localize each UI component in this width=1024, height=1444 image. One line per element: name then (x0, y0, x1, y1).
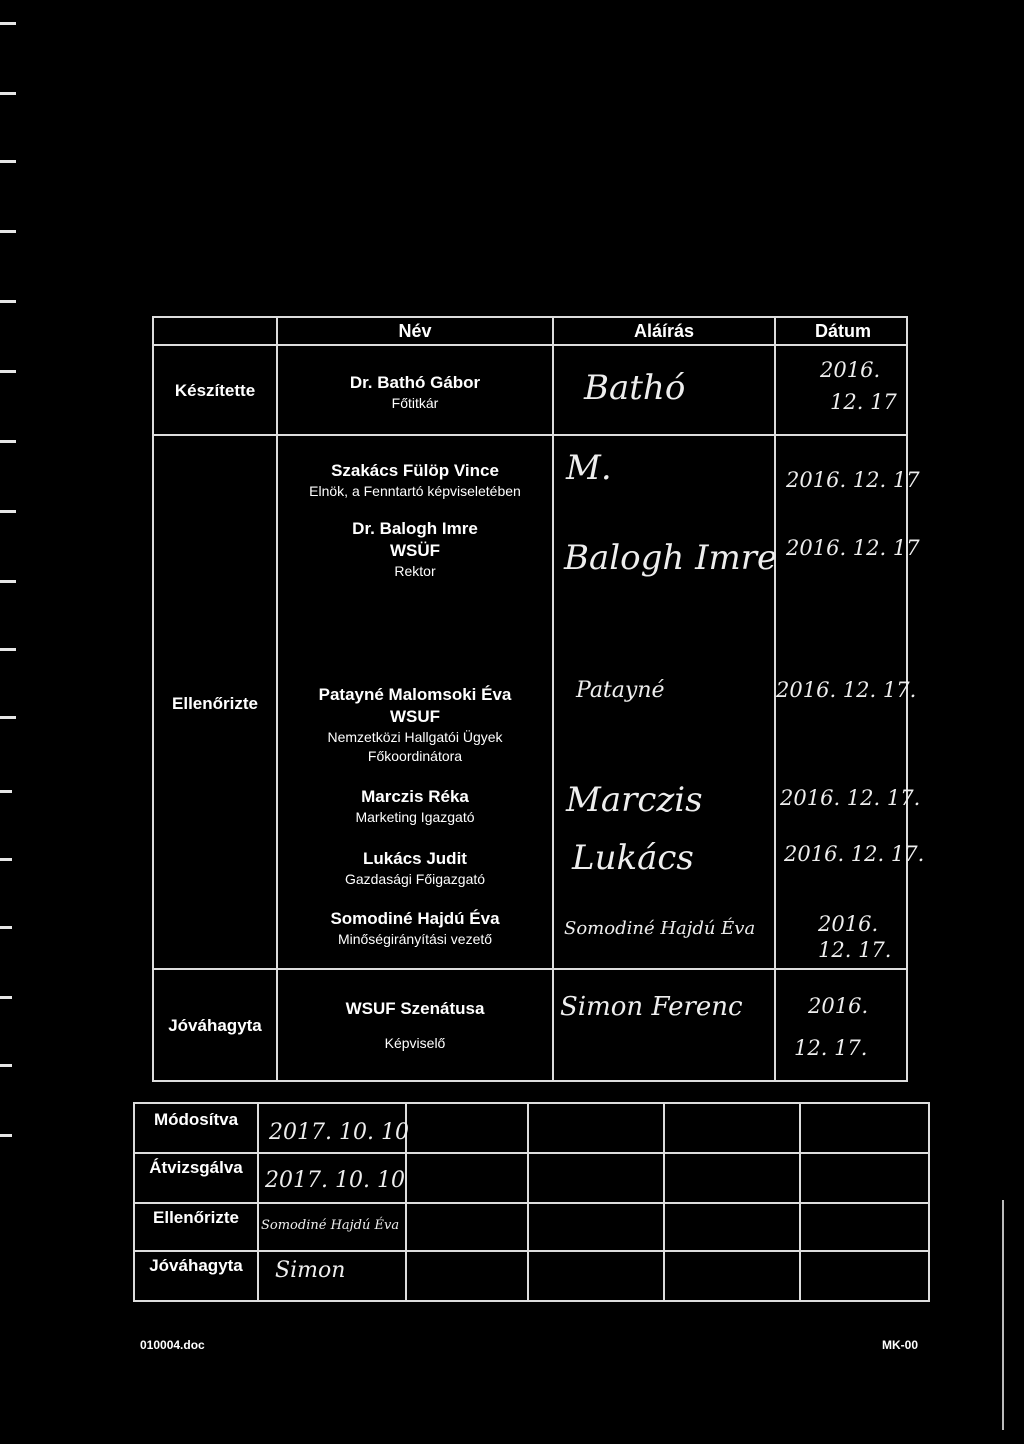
checked-person (278, 848, 552, 889)
date: 12. 17 (830, 390, 897, 414)
date: 2016. 12. 17. (780, 786, 921, 810)
date: 2016. 12. 17. (784, 842, 925, 866)
signature: M. (566, 448, 612, 488)
date: 2016. 12. 17 (786, 536, 920, 560)
prepared-person (278, 372, 552, 413)
revision-label: Módosítva (153, 1110, 239, 1129)
revision-label: Jóváhagyta (149, 1256, 243, 1275)
signature: Balogh Imre (564, 538, 778, 578)
person-title: Gazdasági Főigazgató (344, 871, 486, 887)
header-date: Dátum (814, 321, 871, 341)
person-name: Dr. Balogh Imre (352, 519, 478, 538)
revision-value: 2017. 10. 10 (265, 1168, 405, 1193)
header-signature: Aláírás (633, 321, 695, 341)
footer-filename: 010004.doc (140, 1338, 205, 1352)
right-edge-line (1002, 1200, 1004, 1430)
footer-code: MK-00 (882, 1338, 919, 1352)
revision-value: Simon (275, 1258, 346, 1283)
header-name: Név (398, 321, 432, 341)
date: 2016. (818, 912, 879, 936)
date: 2016. (820, 358, 881, 382)
person-title: Marketing Igazgató (355, 809, 475, 825)
checked-person (278, 460, 552, 501)
checked-person (278, 518, 552, 581)
approval-table (152, 316, 925, 1082)
revision-label: Átvizsgálva (149, 1158, 243, 1177)
person-title: Főtitkár (391, 395, 439, 411)
revision-table (133, 1102, 930, 1302)
checked-person (278, 908, 552, 949)
signature: Lukács (572, 838, 694, 878)
role-checked: Ellenőrizte (172, 694, 258, 713)
person-name: Dr. Bathó Gábor (349, 373, 481, 392)
signature: Simon Ferenc (560, 992, 743, 1022)
revision-value: Somodiné Hajdú Éva (261, 1218, 400, 1233)
person-title: Rektor (394, 563, 436, 579)
person-name: Patayné Malomsoki Éva (318, 685, 512, 704)
person-name: Marczis Réka (361, 787, 469, 806)
date: 12. 17. (818, 938, 892, 962)
person-name: WSUF Szenátusa (345, 999, 485, 1018)
date: 12. 17. (794, 1036, 868, 1060)
person-name: Lukács Judit (363, 849, 467, 868)
signature: Bathó (584, 368, 686, 408)
checked-person (278, 684, 552, 766)
person-name: Somodiné Hajdú Éva (330, 909, 500, 928)
person-title: Minőségirányítási vezető (337, 931, 493, 947)
date: 2016. (808, 994, 869, 1018)
person-title: Elnök, a Fenntartó képviseletében (309, 483, 521, 499)
role-approved: Jóváhagyta (168, 1016, 262, 1035)
signature: Patayné (576, 678, 665, 703)
person-name: Szakács Fülöp Vince (331, 461, 499, 480)
revision-label: Ellenőrizte (153, 1208, 239, 1227)
person-title: Nemzetközi Hallgatói Ügyek Főkoordinátora (327, 729, 503, 764)
checked-person (278, 786, 552, 827)
person-org: WSUF (389, 707, 441, 726)
person-title: Képviselő (384, 1035, 446, 1051)
person-org: WSÜF (389, 541, 441, 560)
signature: Somodiné Hajdú Éva (564, 918, 756, 939)
date: 2016. 12. 17 (786, 468, 920, 492)
role-prepared: Készítette (174, 381, 256, 400)
signature: Marczis (566, 780, 703, 820)
revision-value: 2017. 10. 10 (269, 1120, 409, 1145)
approved-person (278, 998, 552, 1053)
date: 2016. 12. 17. (776, 678, 917, 702)
